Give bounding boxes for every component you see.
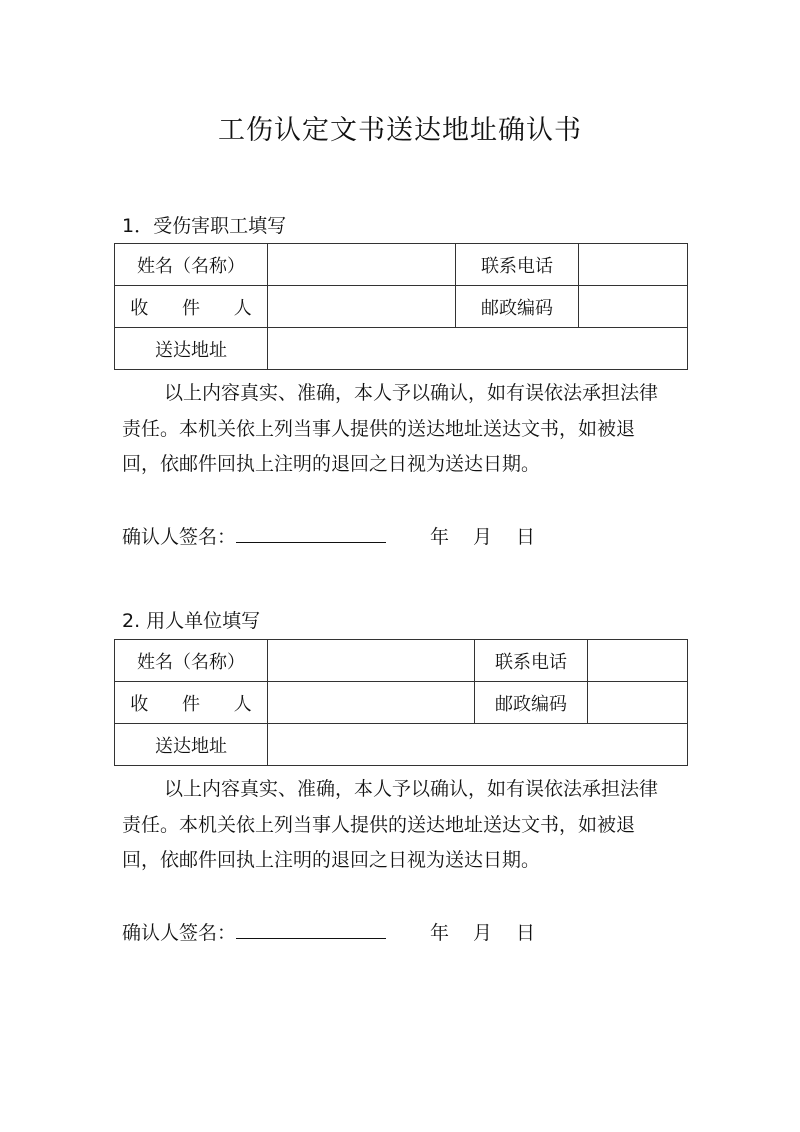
section1-statement: 以上内容真实、准确，本人予以确认，如有误依法承担法律责任。本机关依上列当事人提供的送达地址送达文书，如被退回，依邮件回执上注明的退回之日视为送达日期。 bbox=[122, 382, 659, 475]
phone-label: 联系电话 bbox=[475, 640, 588, 682]
name-field[interactable] bbox=[268, 640, 475, 682]
section2-statement: 以上内容真实、准确，本人予以确认，如有误依法承担法律责任。本机关依上列当事人提供的送达地址送达文书，如被退回，依邮件回执上注明的退回之日视为送达日期。 bbox=[122, 778, 659, 871]
signature-field[interactable] bbox=[236, 920, 386, 939]
day-label: 日 bbox=[516, 922, 536, 944]
signature-label: 确认人签名： bbox=[122, 526, 237, 548]
section1-form-table bbox=[114, 243, 688, 370]
section2-form-table bbox=[114, 639, 688, 766]
year-label: 年 bbox=[430, 922, 450, 944]
postcode-label: 邮政编码 bbox=[456, 286, 579, 328]
recipient-field[interactable] bbox=[268, 286, 456, 328]
table-row bbox=[115, 640, 688, 682]
table-row bbox=[115, 328, 688, 370]
address-label: 送达地址 bbox=[115, 724, 268, 766]
phone-field[interactable] bbox=[579, 244, 688, 286]
month-label: 月 bbox=[473, 526, 493, 548]
name-label: 姓名（名称） bbox=[115, 244, 268, 286]
document-title: 工伤认定文书送达地址确认书 bbox=[218, 115, 582, 146]
section1-heading: 1．受伤害职工填写 bbox=[122, 215, 287, 237]
section2-signature-line bbox=[122, 918, 535, 945]
address-label: 送达地址 bbox=[115, 328, 268, 370]
address-field[interactable] bbox=[268, 724, 688, 766]
postcode-field[interactable] bbox=[588, 682, 688, 724]
table-row bbox=[115, 286, 688, 328]
section1-signature-line bbox=[122, 522, 535, 549]
phone-field[interactable] bbox=[588, 640, 688, 682]
month-label: 月 bbox=[473, 922, 493, 944]
address-field[interactable] bbox=[268, 328, 688, 370]
year-label: 年 bbox=[430, 526, 450, 548]
recipient-field[interactable] bbox=[268, 682, 475, 724]
recipient-label: 收 件 人 bbox=[115, 682, 268, 724]
day-label: 日 bbox=[516, 526, 536, 548]
postcode-field[interactable] bbox=[579, 286, 688, 328]
postcode-label: 邮政编码 bbox=[475, 682, 588, 724]
table-row bbox=[115, 682, 688, 724]
name-label: 姓名（名称） bbox=[115, 640, 268, 682]
table-row bbox=[115, 724, 688, 766]
phone-label: 联系电话 bbox=[456, 244, 579, 286]
name-field[interactable] bbox=[268, 244, 456, 286]
recipient-label: 收 件 人 bbox=[115, 286, 268, 328]
table-row bbox=[115, 244, 688, 286]
signature-field[interactable] bbox=[236, 524, 386, 543]
section2-heading: 2. 用人单位填写 bbox=[122, 610, 261, 632]
signature-label: 确认人签名： bbox=[122, 922, 237, 944]
